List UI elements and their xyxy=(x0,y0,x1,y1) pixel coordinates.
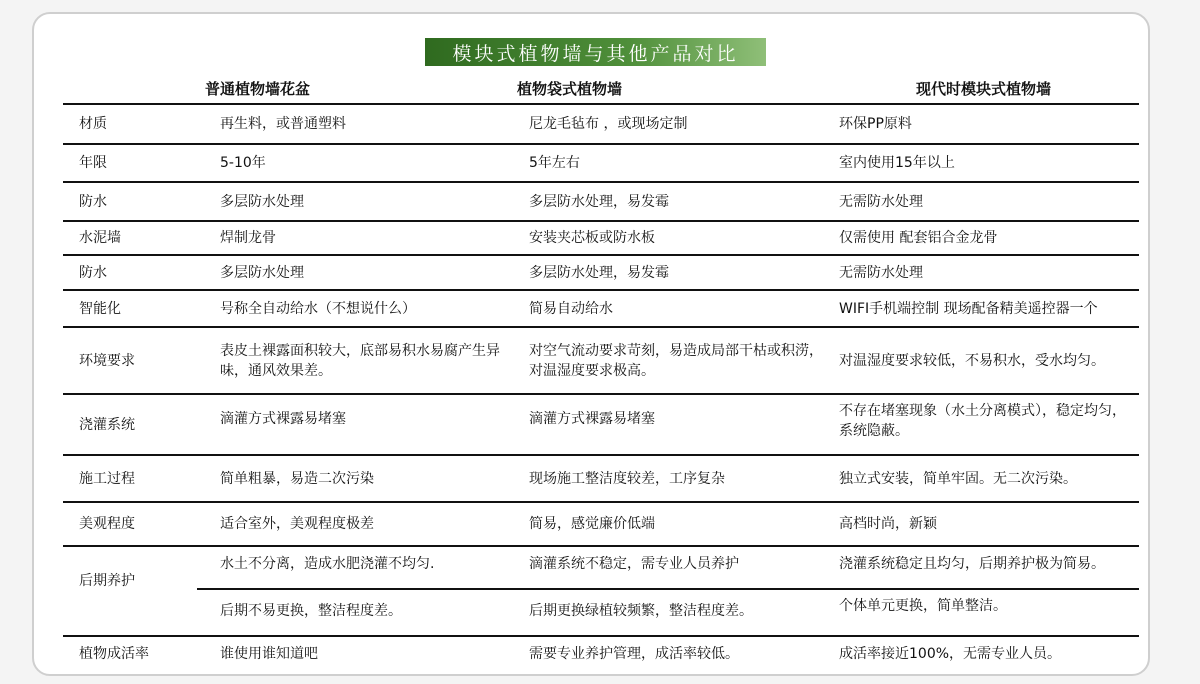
table-cell: 简单粗暴，易造二次污染 xyxy=(220,470,374,487)
table-cell: 需要专业养护管理，成活率较低。 xyxy=(529,646,739,662)
table-cell: 浇灌系统稳定且均匀，后期养护极为简易。 xyxy=(839,556,1105,572)
header-col-3: 现代时模块式植物墙 xyxy=(916,80,1052,98)
table-cell: 成活率接近100%，无需专业人员。 xyxy=(839,646,1062,662)
row-label: 智能化 xyxy=(79,300,121,317)
table-cell: 5-10年 xyxy=(220,155,266,171)
table-cell: 对空气流动要求苛刻，易造成局部干枯或积涝，对温湿度要求极高。 xyxy=(529,342,823,379)
table-cell: 简易，感觉廉价低端 xyxy=(529,516,655,532)
table-cell: 现场施工整洁度较差，工序复杂 xyxy=(529,470,725,487)
row-label: 水泥墙 xyxy=(79,230,121,246)
table-cell: 简易自动给水 xyxy=(529,300,613,317)
table-cell: 后期更换绿植较频繁，整洁程度差。 xyxy=(529,603,753,619)
table-cell: 谁使用谁知道吧 xyxy=(220,646,318,662)
title-banner: 模块式植物墙与其他产品对比 xyxy=(425,38,766,66)
table-cell: 无需防水处理 xyxy=(839,193,923,210)
table-cell: 室内使用15年以上 xyxy=(839,155,955,171)
table-cell: 水土不分离，造成水肥浇灌不均匀. xyxy=(220,556,435,572)
row-label: 年限 xyxy=(79,155,107,171)
table-cell: 对温湿度要求较低，不易积水，受水均匀。 xyxy=(839,352,1105,369)
table-cell: 滴灌方式裸露易堵塞 xyxy=(529,410,655,427)
table-cell: 不存在堵塞现象（水土分离模式），稳定均匀，系统隐蔽。 xyxy=(839,402,1126,439)
table-cell: 尼龙毛毡布 ，或现场定制 xyxy=(529,116,688,132)
table-cell: 滴灌方式裸露易堵塞 xyxy=(220,410,346,427)
table-cell: 表皮土裸露面积较大，底部易积水易腐产生异味，通风效果差。 xyxy=(220,342,500,379)
divider xyxy=(197,588,1139,590)
row-label: 施工过程 xyxy=(79,470,135,487)
row-label: 浇灌系统 xyxy=(79,416,135,433)
divider xyxy=(63,545,1139,547)
table-cell: 仅需使用 配套铝合金龙骨 xyxy=(839,230,998,246)
table-cell: WIFI手机端控制 现场配备精美遥控器一个 xyxy=(839,300,1098,317)
row-label: 防水 xyxy=(79,264,107,281)
row-label: 后期养护 xyxy=(79,573,135,589)
table-cell: 号称全自动给水（不想说什么） xyxy=(220,300,416,317)
table-cell: 多层防水处理，易发霉 xyxy=(529,264,669,281)
header-col-2: 植物袋式植物墙 xyxy=(517,80,623,98)
table-cell: 滴灌系统不稳定，需专业人员养护 xyxy=(529,556,739,572)
table-cell: 个体单元更换，简单整洁。 xyxy=(839,598,1007,614)
table-cell: 无需防水处理 xyxy=(839,264,923,281)
row-label: 美观程度 xyxy=(79,516,135,532)
table-cell: 5年左右 xyxy=(529,155,580,171)
table-cell: 多层防水处理 xyxy=(220,264,304,281)
row-label: 环境要求 xyxy=(79,352,135,369)
row-label: 防水 xyxy=(79,193,107,210)
table-cell: 再生料，或普通塑料 xyxy=(220,116,346,132)
table-cell: 环保PP原料 xyxy=(839,116,912,132)
row-label: 植物成活率 xyxy=(79,646,149,662)
header-col-1: 普通植物墙花盆 xyxy=(205,80,311,98)
table-cell: 适合室外，美观程度极差 xyxy=(220,516,374,532)
table-cell: 多层防水处理 xyxy=(220,193,304,210)
table-cell: 后期不易更换，整洁程度差。 xyxy=(220,603,402,619)
table-cell: 多层防水处理，易发霉 xyxy=(529,193,669,210)
table-cell: 独立式安装，简单牢固。无二次污染。 xyxy=(839,470,1077,487)
row-label: 材质 xyxy=(79,116,107,132)
table-cell: 焊制龙骨 xyxy=(220,230,276,246)
table-cell: 安装夹芯板或防水板 xyxy=(529,230,655,246)
table-cell: 高档时尚，新颖 xyxy=(839,516,937,532)
